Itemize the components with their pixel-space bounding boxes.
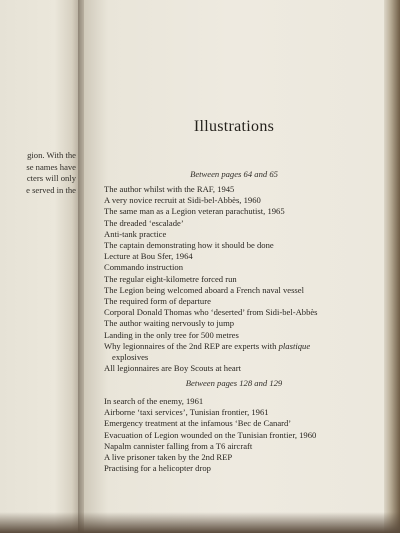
list-item: In search of the enemy, 1961 — [104, 396, 204, 406]
list-item: Emergency treatment at the infamous ‘Bec de Canard’ — [104, 418, 292, 429]
list-item: The Legion being welcomed aboard a French naval vessel — [104, 284, 304, 295]
list-item: Corporal Donald Thomas who ‘deserted’ from Sidi-bel-Abbès — [104, 307, 318, 318]
list-item: The author waiting nervously to jump — [104, 318, 235, 329]
list-item: The author whilst with the RAF, 1945 — [104, 184, 235, 194]
illustration-list-1 — [104, 184, 368, 374]
illustration-list-2 — [104, 396, 368, 474]
page-title: Illustrations — [193, 118, 275, 135]
left-page-text — [0, 150, 78, 196]
list-item: Practising for a helicopter drop — [104, 463, 211, 474]
left-line: se names have — [26, 161, 76, 172]
left-page — [0, 0, 78, 533]
list-item: Lecture at Bou Sfer, 1964 — [104, 251, 193, 262]
list-item-italic-word: plastique — [278, 340, 311, 351]
section-heading: Between pages 128 and 129 — [185, 378, 283, 388]
list-item: Landing in the only tree for 500 metres — [104, 329, 239, 340]
left-line: e served in the — [26, 184, 76, 195]
list-item: The required form of departure — [104, 296, 211, 307]
list-item: Evacuation of Legion wounded on the Tunisian frontier, 1960 — [104, 429, 317, 440]
list-item: All legionnaires are Boy Scouts at heart — [104, 363, 241, 374]
list-item-multiline — [104, 341, 368, 352]
list-item: The captain demonstrating how it should be done — [104, 240, 274, 251]
page-edge — [384, 0, 400, 533]
list-item: Napalm cannister falling from a T6 aircraft — [104, 440, 253, 451]
list-item-text: Why legionnaires of the 2nd REP are experts with — [104, 340, 277, 351]
list-item-continuation: explosives — [112, 352, 149, 363]
list-item: Airborne ‘taxi services’, Tunisian frontier, 1961 — [104, 407, 269, 418]
list-item: Commando instruction — [104, 262, 184, 273]
list-item: A live prisoner taken by the 2nd REP — [104, 452, 233, 463]
list-item: A very novice recruit at Sidi-bel-Abbès, 1960 — [104, 195, 261, 206]
left-line: cters will only — [26, 173, 76, 183]
left-line: gion. With the — [27, 150, 76, 160]
bottom-shadow — [0, 512, 400, 533]
list-item: The regular eight-kilometre forced run — [104, 273, 237, 284]
list-item: Anti-tank practice — [104, 228, 167, 239]
list-item: The dreaded ‘escalade’ — [104, 217, 184, 228]
section-heading: Between pages 64 and 65 — [190, 169, 278, 179]
list-item: The same man as a Legion veteran parachutist, 1965 — [104, 206, 285, 217]
